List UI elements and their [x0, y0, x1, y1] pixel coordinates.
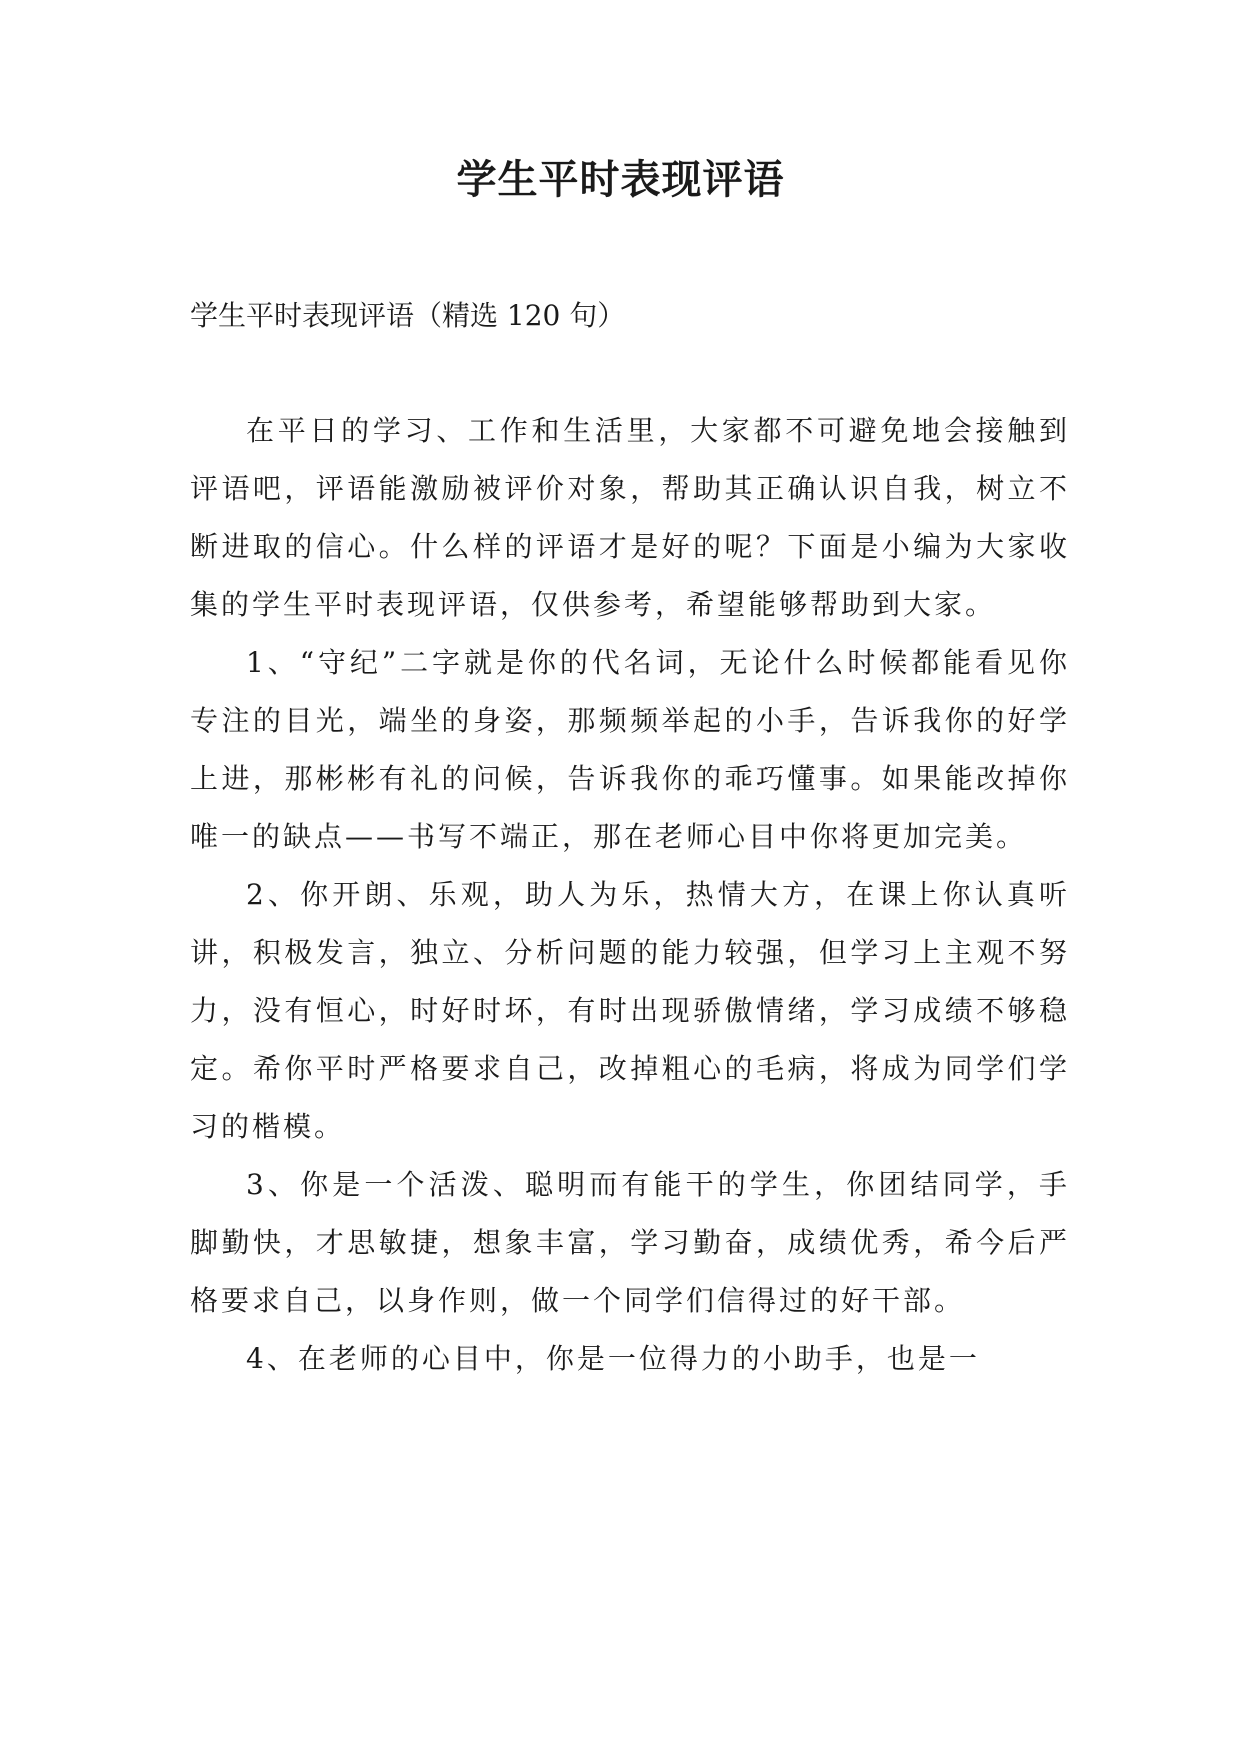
- comment-paragraph-2: 2、你开朗、乐观，助人为乐，热情大方，在课上你认真听讲，积极发言，独立、分析问题的能力较强，但学习上主观不努力，没有恒心，时好时坏，有时出现骄傲情绪，学习成绩不够稳定。希你平时严格要求自己，改掉粗心的毛病，将成为同学们学习的楷模。: [190, 878, 1070, 1143]
- comment-paragraph-1: 1、“守纪”二字就是你的代名词，无论什么时候都能看见你专注的目光，端坐的身姿，那频频举起的小手，告诉我你的好学上进，那彬彬有礼的问候，告诉我你的乖巧懂事。如果能改掉你唯一的缺点——书写不端正，那在老师心目中你将更加完美。: [190, 646, 1070, 853]
- document-title: 学生平时表现评语: [456, 157, 785, 203]
- document-body: [190, 402, 1070, 1388]
- comment-paragraph-4: 4、在老师的心目中，你是一位得力的小助手，也是一: [246, 1342, 980, 1375]
- intro-paragraph: 在平日的学习、工作和生活里，大家都不可避免地会接触到评语吧，评语能激励被评价对象，帮助其正确认识自我，树立不断进取的信心。什么样的评语才是好的呢？下面是小编为大家收集的学生平时表现评语，仅供参考，希望能够帮助到大家。: [190, 414, 1070, 621]
- comment-paragraph-3: 3、你是一个活泼、聪明而有能干的学生，你团结同学，手脚勤快，才思敏捷，想象丰富，学习勤奋，成绩优秀，希今后严格要求自己，以身作则，做一个同学们信得过的好干部。: [190, 1168, 1070, 1317]
- document-subtitle: 学生平时表现评语（精选 120 句）: [190, 299, 626, 332]
